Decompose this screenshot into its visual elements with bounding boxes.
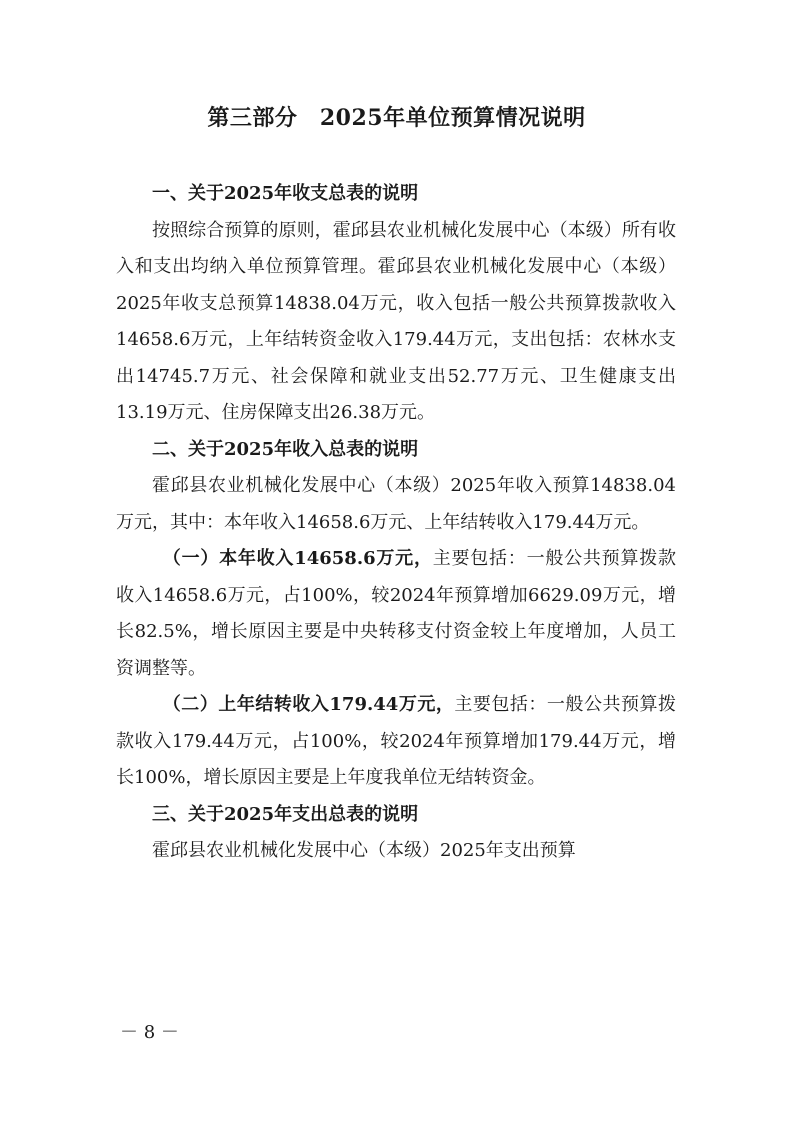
document-body xyxy=(116,176,676,870)
section-heading-1: 一、关于2025年收支总表的说明 xyxy=(152,183,419,204)
section-heading-2: 二、关于2025年收入总表的说明 xyxy=(152,438,419,460)
page-title: 第三部分 2025年单位预算情况说明 xyxy=(207,105,586,131)
income-item-lead: （一）本年收入14658.6万元， xyxy=(162,548,433,569)
section-3-paragraph: 霍邱县农业机械化发展中心（本级）2025年支出预算 xyxy=(152,840,576,861)
section-heading-3: 三、关于2025年支出总表的说明 xyxy=(152,803,419,825)
income-item-current-year xyxy=(116,541,676,687)
income-item-carryover xyxy=(116,687,676,797)
section-2-paragraph: 霍邱县农业机械化发展中心（本级）2025年收入预算14838.04万元，其中：本年收入14658.6万元、上年结转收入179.44万元。 xyxy=(116,475,676,533)
page-number: － 8 － xyxy=(120,1022,179,1043)
income-item-lead: （二）上年结转收入179.44万元， xyxy=(162,694,455,715)
section-1-paragraph: 按照综合预算的原则，霍邱县农业机械化发展中心（本级）所有收入和支出均纳入单位预算管理。霍邱县农业机械化发展中心（本级）2025年收支总预算14838.04万元，收入包括一般公共预算拨款收入14658.6万元，上年结转资金收入179.44万元，支出包括：农林水支出14745.7万元、社会保障和就业支出52.77万元、卫生健康支出13.19万元、住房保障支出26.38万元。 xyxy=(116,219,676,423)
income-item-text: 主要包括：一般公共预算拨款收入179.44万元，占100%，较2024年预算增加179.44万元，增长100%，增长原因主要是上年度我单位无结转资金。 xyxy=(116,694,677,788)
income-item-text: 主要包括：一般公共预算拨款收入14658.6万元，占100%，较2024年预算增加6629.09万元，增长82.5%，增长原因主要是中央转移支付资金较上年度增加，人员工资调整等。 xyxy=(116,548,676,679)
